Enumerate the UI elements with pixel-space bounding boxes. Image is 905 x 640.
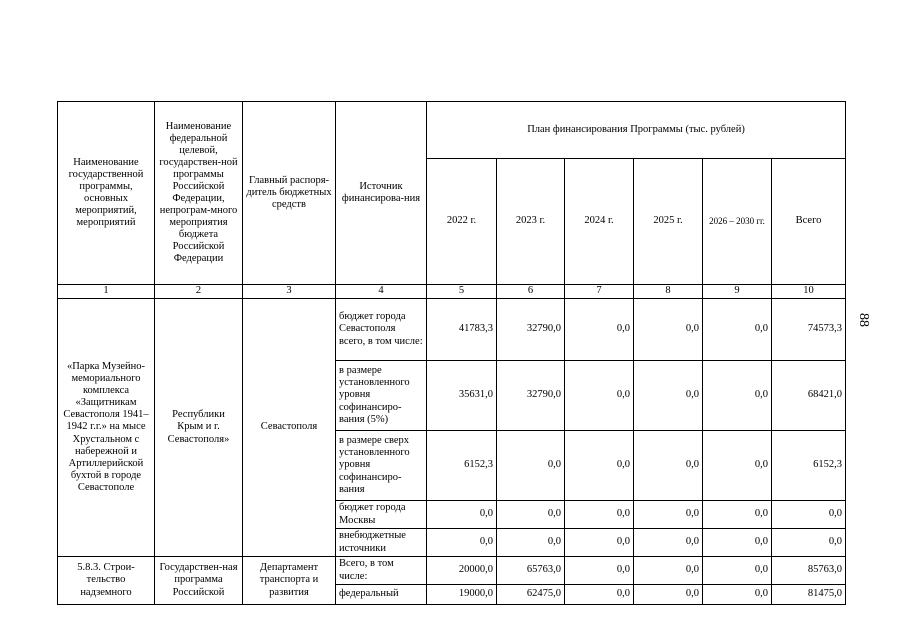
col-index: 6: [497, 285, 565, 299]
value-2023: 0,0: [497, 431, 565, 501]
value-total: 74573,3: [772, 299, 846, 361]
value-total: 68421,0: [772, 361, 846, 431]
value-2025: 0,0: [634, 431, 703, 501]
funding-source: федеральный: [336, 585, 427, 605]
header-year-2025: 2025 г.: [634, 159, 703, 285]
table-row: [58, 557, 846, 585]
value-2026-2030: 0,0: [703, 299, 772, 361]
col-index: 9: [703, 285, 772, 299]
funding-source: Всего, в том числе:: [336, 557, 427, 585]
table-row: [58, 299, 846, 361]
header-total: Всего: [772, 159, 846, 285]
value-2022: 20000,0: [427, 557, 497, 585]
value-2022: 0,0: [427, 529, 497, 557]
value-2025: 0,0: [634, 299, 703, 361]
col-index: 1: [58, 285, 155, 299]
col-index: 2: [155, 285, 243, 299]
value-2026-2030: 0,0: [703, 431, 772, 501]
value-total: 85763,0: [772, 557, 846, 585]
value-total: 6152,3: [772, 431, 846, 501]
header-federal-program: Наименование федеральной целевой, государствен-ной программы Российской Федерации, непрограм-много мероприятия бюджета Российской Федерации: [155, 102, 243, 285]
measure-name: «Парка Музейно-мемориального комплекса «Защитникам Севастополя 1941–1942 г.г.» на мысе Хрустальном с набережной и Артиллерийской бухтой в городе Севастополе: [58, 299, 155, 557]
value-2025: 0,0: [634, 557, 703, 585]
value-2025: 0,0: [634, 529, 703, 557]
funding-source: бюджет города Москвы: [336, 501, 427, 529]
value-2026-2030: 0,0: [703, 585, 772, 605]
value-2025: 0,0: [634, 585, 703, 605]
value-2025: 0,0: [634, 361, 703, 431]
funding-source: в размере установленного уровня софинансиро-вания (5%): [336, 361, 427, 431]
column-index-row: [58, 285, 846, 299]
header-year-2024: 2024 г.: [565, 159, 634, 285]
value-2022: 35631,0: [427, 361, 497, 431]
header-budget-manager: Главный распоря-дитель бюджетных средств: [243, 102, 336, 285]
value-total: 0,0: [772, 501, 846, 529]
col-index: 5: [427, 285, 497, 299]
funding-source: бюджет города Севастополя всего, в том числе:: [336, 299, 427, 361]
value-2024: 0,0: [565, 585, 634, 605]
value-2024: 0,0: [565, 299, 634, 361]
funding-source: внебюджетные источники: [336, 529, 427, 557]
federal-program-name: Республики Крым и г. Севастополя»: [155, 299, 243, 557]
value-2023: 62475,0: [497, 585, 565, 605]
value-2022: 41783,3: [427, 299, 497, 361]
value-2026-2030: 0,0: [703, 557, 772, 585]
header-year-2023: 2023 г.: [497, 159, 565, 285]
value-2022: 6152,3: [427, 431, 497, 501]
funding-source: в размере сверх установленного уровня софинансиро-вания: [336, 431, 427, 501]
value-2024: 0,0: [565, 501, 634, 529]
value-2025: 0,0: [634, 501, 703, 529]
value-2023: 32790,0: [497, 299, 565, 361]
value-2023: 65763,0: [497, 557, 565, 585]
value-2024: 0,0: [565, 529, 634, 557]
value-2024: 0,0: [565, 361, 634, 431]
value-2024: 0,0: [565, 431, 634, 501]
federal-program-name: Государствен-ная программа Российской: [155, 557, 243, 605]
col-index: 3: [243, 285, 336, 299]
value-2022: 0,0: [427, 501, 497, 529]
col-index: 7: [565, 285, 634, 299]
value-2023: 32790,0: [497, 361, 565, 431]
header-year-2026-2030: 2026 – 2030 гг.: [703, 159, 772, 285]
header-program-name: Наименование государственной программы, основных мероприятий, мероприятий: [58, 102, 155, 285]
value-2026-2030: 0,0: [703, 529, 772, 557]
col-index: 4: [336, 285, 427, 299]
header-year-2022: 2022 г.: [427, 159, 497, 285]
value-total: 0,0: [772, 529, 846, 557]
measure-name: 5.8.3. Строи-тельство надземного: [58, 557, 155, 605]
col-index: 10: [772, 285, 846, 299]
header-financing-plan: План финансирования Программы (тыс. рублей): [427, 102, 846, 159]
col-index: 8: [634, 285, 703, 299]
budget-manager: Департамент транспорта и развития: [243, 557, 336, 605]
value-2022: 19000,0: [427, 585, 497, 605]
value-total: 81475,0: [772, 585, 846, 605]
value-2026-2030: 0,0: [703, 501, 772, 529]
value-2024: 0,0: [565, 557, 634, 585]
value-2023: 0,0: [497, 501, 565, 529]
value-2026-2030: 0,0: [703, 361, 772, 431]
financing-table: [57, 101, 846, 605]
header-funding-source: Источник финансирова-ния: [336, 102, 427, 285]
budget-manager: Севастополя: [243, 299, 336, 557]
page-number: 88: [856, 313, 871, 327]
value-2023: 0,0: [497, 529, 565, 557]
